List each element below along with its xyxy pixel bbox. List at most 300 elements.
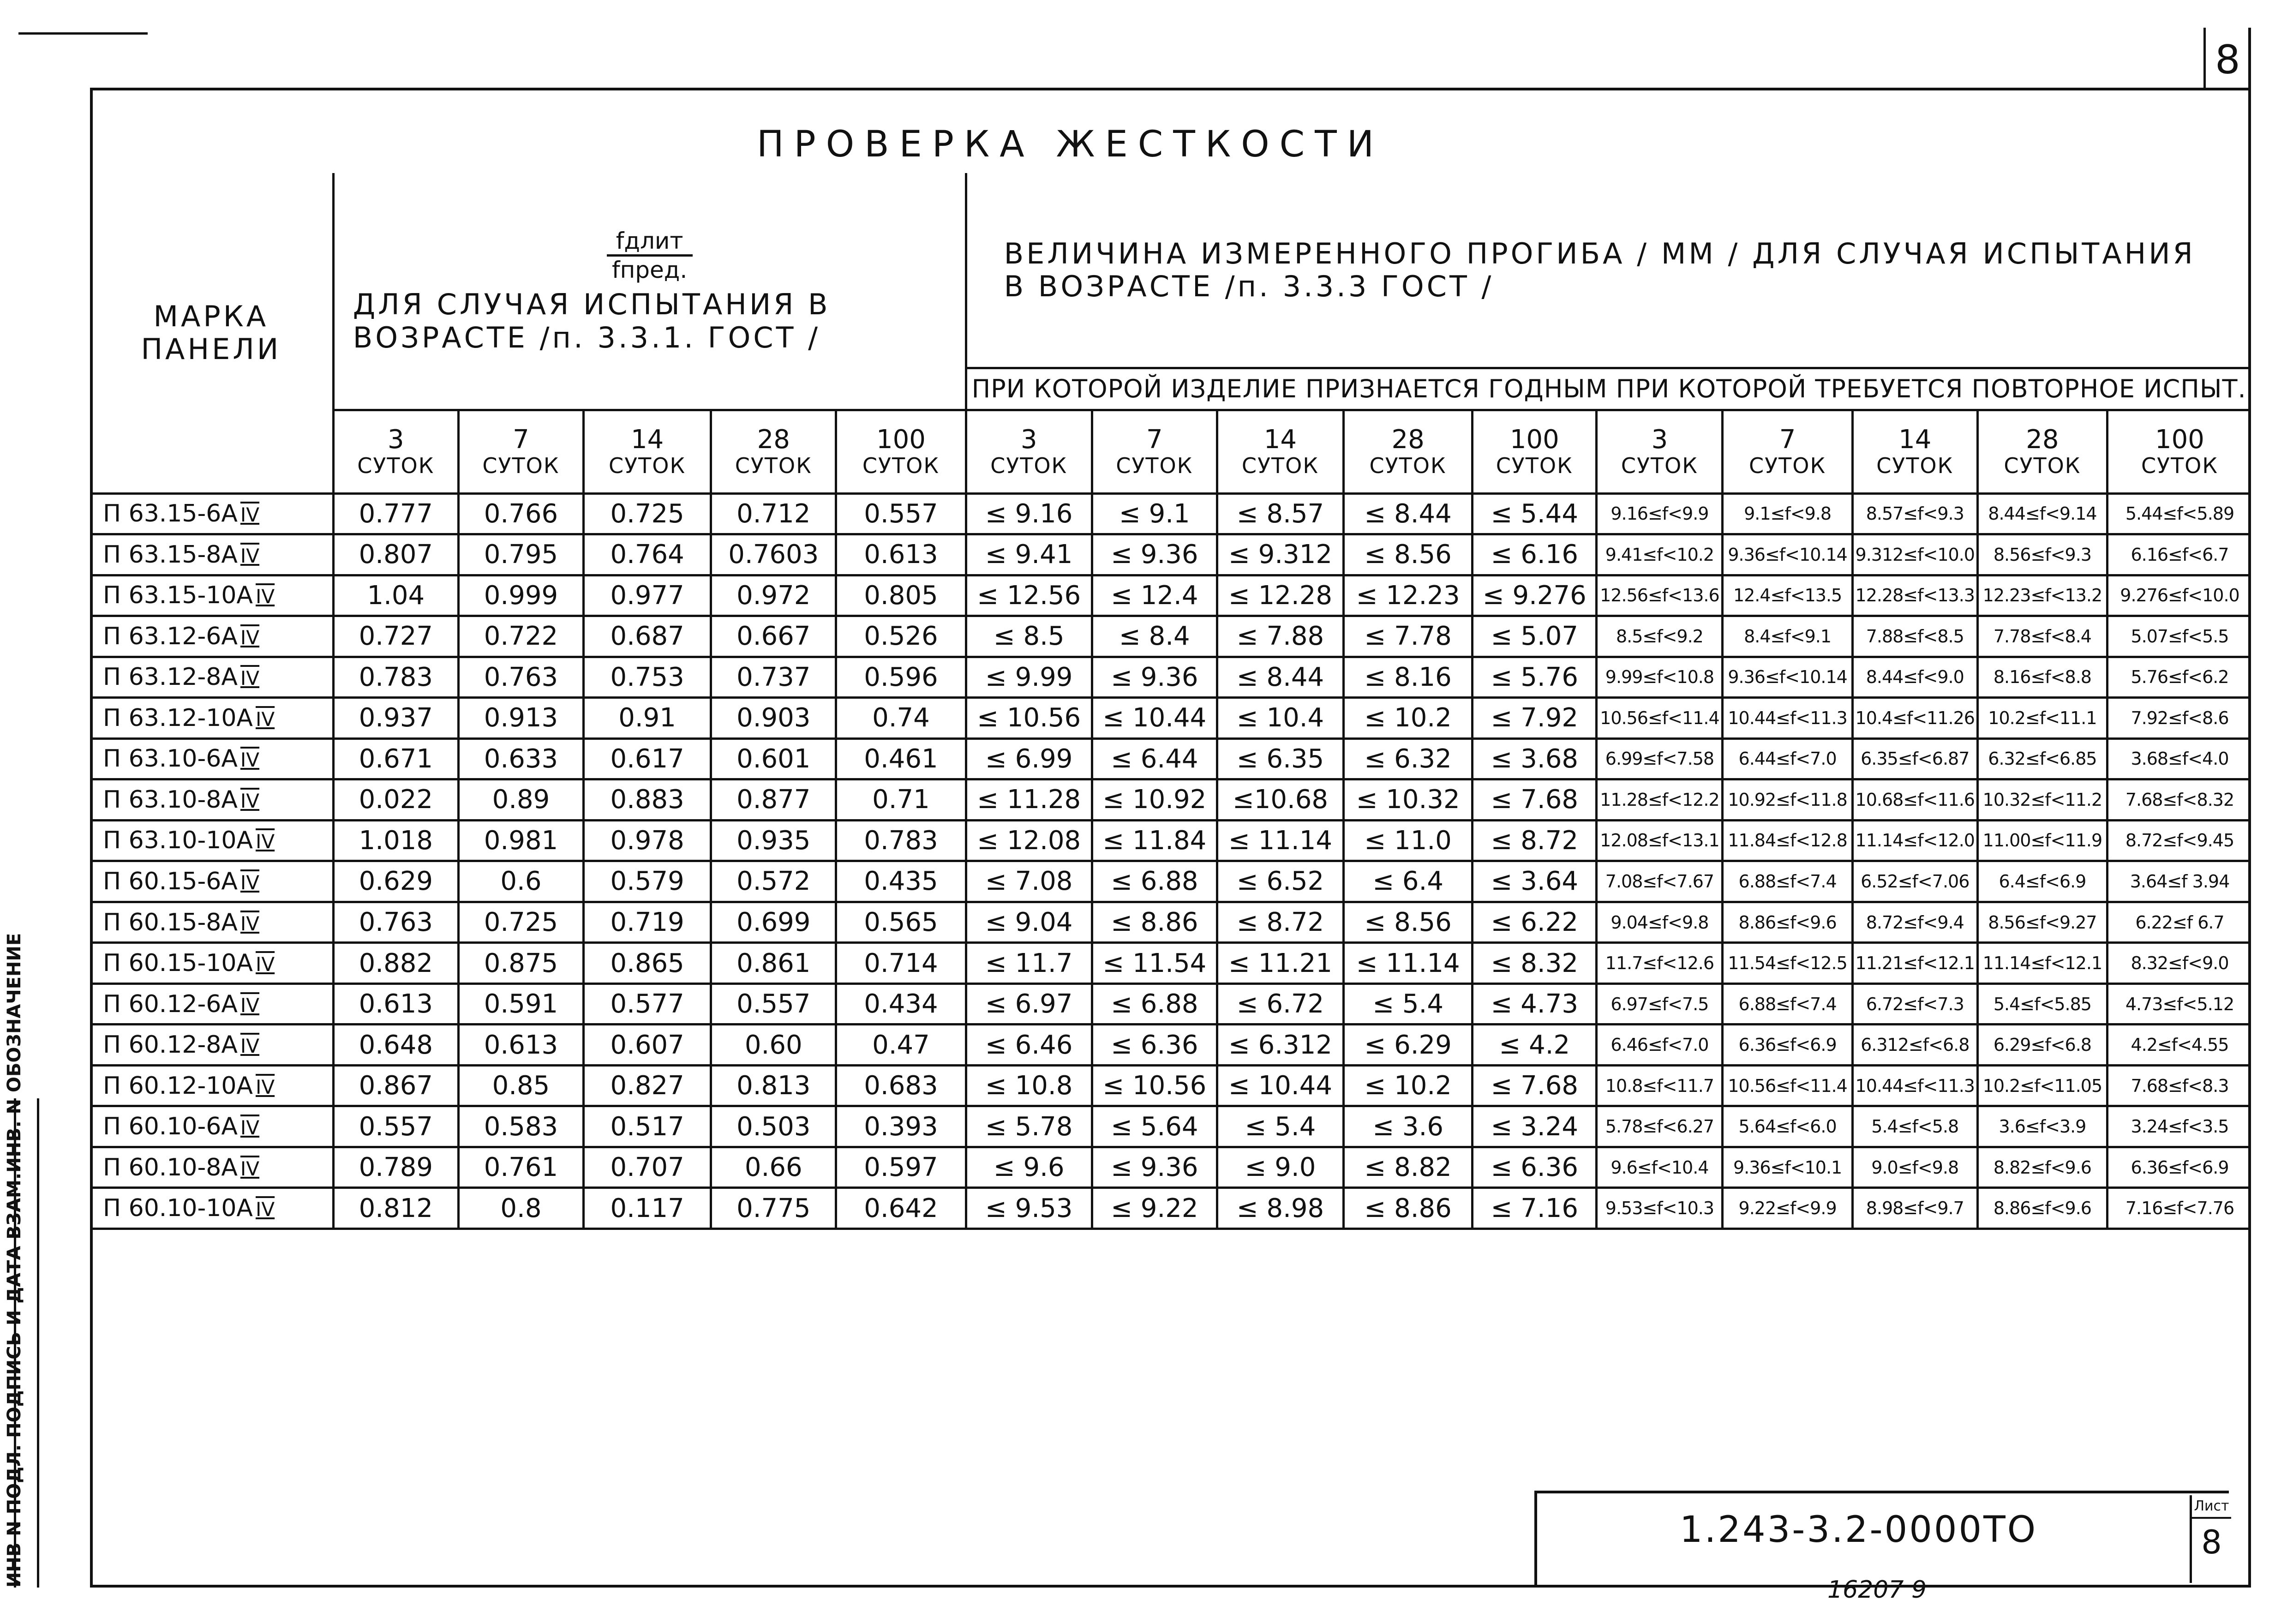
day-number: 3 — [387, 425, 404, 455]
ratio-value-cell — [711, 616, 836, 657]
ratio-value: 0.913 — [484, 703, 558, 733]
retest-range-cell — [1597, 1188, 1723, 1229]
retest-range: 6.32≤f<6.85 — [1988, 749, 2097, 769]
accept-limit: ≤ 6.32 — [1364, 743, 1452, 774]
retest-range-cell — [1723, 820, 1852, 861]
ratio-value-cell — [711, 820, 836, 861]
retest-range: 8.5≤f<9.2 — [1616, 626, 1703, 647]
ratio-value-cell — [584, 616, 711, 657]
retest-range: 9.1≤f<9.8 — [1744, 503, 1832, 524]
accept-limit-cell — [966, 493, 1092, 534]
ratio-value-cell — [458, 493, 583, 534]
accept-limit: ≤ 7.78 — [1364, 621, 1452, 652]
retest-range-cell — [1977, 779, 2107, 821]
ratio-value-cell — [711, 493, 836, 534]
ratio-value: 0.937 — [359, 703, 433, 733]
panel-mark-cell — [90, 943, 333, 984]
ratio-value-cell — [584, 983, 711, 1025]
accept-limit: ≤10.68 — [1232, 785, 1329, 815]
retest-range-cell — [2107, 1106, 2251, 1147]
accept-limit: ≤ 12.4 — [1111, 580, 1198, 611]
retest-range: 6.312≤f<6.8 — [1861, 1035, 1970, 1055]
steel-class: IV — [256, 1198, 275, 1221]
accept-limit: ≤ 10.44 — [1228, 1071, 1332, 1101]
retest-range: 11.00≤f<11.9 — [1982, 830, 2102, 851]
archive-note: 16207 9 — [1827, 1576, 1927, 1604]
day-unit: СУТОК — [357, 453, 435, 479]
retest-range-cell — [2107, 902, 2251, 943]
ratio-value: 0.435 — [864, 866, 938, 897]
ratio-value: 0.783 — [864, 825, 938, 856]
ratio-value: 0.883 — [610, 785, 684, 815]
ratio-value: 0.74 — [872, 703, 930, 733]
ratio-value-cell — [836, 698, 966, 739]
ratio-value: 0.572 — [736, 866, 811, 897]
accept-limit-cell — [1217, 861, 1343, 902]
retest-range-cell — [1852, 575, 1977, 616]
table-row — [90, 1147, 2251, 1188]
ratio-value-cell — [333, 820, 458, 861]
retest-range-cell — [2107, 861, 2251, 902]
steel-class: IV — [240, 789, 260, 812]
accept-limit: ≤ 8.56 — [1364, 539, 1452, 570]
retest-range-cell — [1723, 1065, 1852, 1106]
day-number: 7 — [1146, 425, 1163, 455]
panel-mark: П 60.10-6А — [103, 1113, 238, 1141]
ratio-value-cell — [458, 1188, 583, 1229]
retest-range: 6.29≤f<6.8 — [1993, 1035, 2091, 1055]
ratio-value-cell — [584, 943, 711, 984]
accept-limit-cell — [1344, 616, 1473, 657]
accept-limit-cell — [1217, 698, 1343, 739]
accept-limit-cell — [966, 657, 1092, 698]
ratio-value: 0.7603 — [728, 539, 819, 570]
retest-range-cell — [1977, 1188, 2107, 1229]
ratio-value-cell — [836, 820, 966, 861]
panel-mark: П 60.10-8А — [103, 1153, 238, 1181]
retest-range: 7.92≤f<8.6 — [2131, 707, 2229, 728]
accept-limit: ≤ 6.99 — [985, 743, 1073, 774]
ratio-value-cell — [333, 1106, 458, 1147]
retest-range: 4.2≤f<4.55 — [2131, 1035, 2229, 1055]
accept-limit: ≤ 8.72 — [1491, 825, 1578, 856]
accept-limit-cell — [1217, 534, 1343, 575]
table-body — [90, 493, 2251, 1228]
retest-range: 11.14≤f<12.1 — [1982, 953, 2102, 974]
ratio-value-cell — [333, 902, 458, 943]
retest-range: 10.44≤f<11.3 — [1855, 1075, 1975, 1096]
day-unit: СУТОК — [1241, 453, 1319, 479]
accept-limit: ≤ 5.44 — [1491, 498, 1578, 529]
page-number-box-left — [2203, 28, 2206, 88]
panel-mark-cell — [90, 738, 333, 779]
ratio-value-cell — [711, 698, 836, 739]
ratio-value-cell — [333, 983, 458, 1025]
retest-range: 10.56≤f<11.4 — [1728, 1075, 1847, 1096]
retest-range-cell — [2107, 493, 2251, 534]
accept-limit-cell — [1344, 534, 1473, 575]
accept-limit-cell — [1473, 575, 1597, 616]
ratio-value-cell — [333, 575, 458, 616]
accept-limit: ≤ 6.72 — [1236, 989, 1324, 1019]
ratio-value: 0.903 — [736, 703, 811, 733]
accept-limit-cell — [1092, 616, 1217, 657]
ratio-value: 0.795 — [484, 539, 558, 570]
accept-limit-cell — [1473, 983, 1597, 1025]
day-unit: СУТОК — [862, 453, 940, 479]
panel-mark: П 63.10-10А — [103, 827, 253, 855]
ratio-value: 0.613 — [484, 1030, 558, 1060]
ratio-value: 1.04 — [367, 580, 425, 611]
accept-limit-cell — [1217, 1065, 1343, 1106]
accept-limit: ≤ 10.4 — [1236, 703, 1324, 733]
accept-limit-cell — [1092, 493, 1217, 534]
retest-range-cell — [1597, 820, 1723, 861]
retest-range-cell — [1977, 861, 2107, 902]
retest-range-cell — [1723, 943, 1852, 984]
retest-range: 8.82≤f<9.6 — [1993, 1157, 2091, 1178]
ratio-value-cell — [836, 983, 966, 1025]
retest-range-cell — [2107, 657, 2251, 698]
day-header-ok-1 — [1092, 410, 1217, 493]
accept-limit-cell — [1217, 575, 1343, 616]
retest-range: 10.32≤f<11.2 — [1982, 789, 2102, 810]
accept-limit: ≤ 10.8 — [985, 1071, 1073, 1101]
panel-mark: П 60.10-10А — [103, 1194, 253, 1222]
accept-limit-cell — [1092, 534, 1217, 575]
ratio-value: 0.999 — [484, 580, 558, 611]
accept-limit-cell — [1344, 861, 1473, 902]
panel-mark: П 63.10-8А — [103, 785, 238, 814]
ratio-value: 0.89 — [492, 785, 550, 815]
ratio-value: 0.861 — [736, 948, 811, 978]
retest-range-cell — [2107, 1025, 2251, 1066]
side-stamp-label: ИНВ N ПОДЛ. ПОДПИСЬ И ДАТА ВЗАМ.ИНВ. N ОБОЗНАЧЕНИЕ — [4, 933, 25, 1588]
ratio-value-cell — [711, 738, 836, 779]
ratio-value: 0.91 — [618, 703, 676, 733]
table-row — [90, 738, 2251, 779]
ratio-value-cell — [584, 861, 711, 902]
ratio-value: 0.47 — [872, 1030, 930, 1060]
ratio-value-cell — [584, 738, 711, 779]
ratio-value-cell — [836, 493, 966, 534]
day-unit: СУТОК — [1496, 453, 1573, 479]
ratio-value: 0.789 — [359, 1152, 433, 1183]
accept-limit: ≤ 10.92 — [1102, 785, 1207, 815]
accept-limit-cell — [1217, 820, 1343, 861]
accept-limit: ≤ 8.72 — [1236, 907, 1324, 937]
accept-limit: ≤ 7.68 — [1491, 1071, 1578, 1101]
ratio-value: 0.557 — [864, 498, 938, 529]
ratio-value: 0.393 — [864, 1111, 938, 1142]
ratio-value-cell — [458, 575, 583, 616]
accept-limit-cell — [1217, 943, 1343, 984]
retest-range-cell — [1977, 534, 2107, 575]
ratio-value: 0.761 — [484, 1152, 558, 1183]
ratio-value: 0.022 — [359, 785, 433, 815]
retest-range: 10.44≤f<11.3 — [1728, 707, 1847, 728]
ratio-value-cell — [836, 575, 966, 616]
ratio-value-cell — [836, 657, 966, 698]
accept-limit-cell — [1092, 1025, 1217, 1066]
ratio-value: 0.687 — [610, 621, 684, 652]
retest-range: 11.14≤f<12.0 — [1855, 830, 1975, 851]
accept-limit-cell — [1217, 779, 1343, 821]
ratio-value-cell — [584, 1106, 711, 1147]
accept-limit-cell — [1344, 698, 1473, 739]
retest-range-cell — [1723, 1188, 1852, 1229]
retest-range-cell — [1723, 657, 1852, 698]
ratio-value: 0.565 — [864, 907, 938, 937]
day-header-ok-0 — [966, 410, 1092, 493]
retest-range: 9.22≤f<9.9 — [1738, 1198, 1837, 1219]
ratio-value: 0.725 — [610, 498, 684, 529]
retest-range: 5.78≤f<6.27 — [1605, 1116, 1714, 1137]
accept-limit: ≤ 5.4 — [1245, 1111, 1316, 1142]
table-row — [90, 983, 2251, 1025]
accept-limit-cell — [1344, 902, 1473, 943]
ratio-value-cell — [836, 616, 966, 657]
accept-limit-cell — [1344, 1188, 1473, 1229]
panel-mark-cell — [90, 534, 333, 575]
retest-range-cell — [2107, 779, 2251, 821]
accept-limit: ≤ 9.1 — [1119, 498, 1190, 529]
ratio-value-cell — [711, 575, 836, 616]
ratio-value-cell — [333, 698, 458, 739]
ratio-value-cell — [333, 1065, 458, 1106]
retest-range-cell — [2107, 983, 2251, 1025]
accept-limit: ≤ 8.16 — [1364, 662, 1452, 692]
accept-limit-cell — [1092, 657, 1217, 698]
retest-range-cell — [2107, 534, 2251, 575]
accept-limit: ≤ 12.28 — [1228, 580, 1332, 611]
ratio-value: 0.766 — [484, 498, 558, 529]
ratio-value-cell — [333, 738, 458, 779]
accept-limit: ≤ 9.04 — [985, 907, 1073, 937]
retest-range: 7.68≤f<8.3 — [2131, 1075, 2229, 1096]
accept-limit-cell — [966, 1147, 1092, 1188]
ratio-value: 0.117 — [610, 1193, 684, 1223]
accept-limit: ≤ 8.32 — [1491, 948, 1578, 978]
accept-limit-cell — [966, 1065, 1092, 1106]
retest-range-cell — [1597, 1025, 1723, 1066]
retest-range: 5.4≤f<5.85 — [1993, 994, 2091, 1014]
retest-range-cell — [1723, 1025, 1852, 1066]
ratio-value-cell — [711, 1188, 836, 1229]
accept-limit: ≤ 6.36 — [1491, 1152, 1578, 1183]
retest-range: 12.08≤f<13.1 — [1600, 830, 1719, 851]
ratio-value-cell — [711, 902, 836, 943]
panel-mark-cell — [90, 1025, 333, 1066]
accept-limit-cell — [1092, 698, 1217, 739]
day-number: 28 — [757, 425, 790, 455]
day-number: 14 — [630, 425, 664, 455]
retest-range-cell — [1977, 943, 2107, 984]
retest-range-cell — [1723, 779, 1852, 821]
ratio-value: 0.719 — [610, 907, 684, 937]
retest-range-cell — [1977, 493, 2107, 534]
table-row — [90, 657, 2251, 698]
accept-limit-cell — [1344, 820, 1473, 861]
retest-range-cell — [2107, 616, 2251, 657]
retest-range: 8.4≤f<9.1 — [1744, 626, 1832, 647]
ratio-value-cell — [584, 1065, 711, 1106]
ratio-value: 0.648 — [359, 1030, 433, 1060]
retest-range-cell — [1723, 616, 1852, 657]
retest-range: 6.35≤f<6.87 — [1861, 749, 1970, 769]
retest-range: 3.24≤f<3.5 — [2131, 1116, 2229, 1137]
ratio-value-cell — [333, 943, 458, 984]
ratio-value-cell — [458, 616, 583, 657]
accept-limit: ≤ 11.84 — [1102, 825, 1207, 856]
accept-limit: ≤ 3.68 — [1491, 743, 1578, 774]
retest-range: 10.2≤f<11.05 — [1982, 1075, 2102, 1096]
accept-limit-cell — [1473, 493, 1597, 534]
ratio-value-cell — [584, 1025, 711, 1066]
retest-range-cell — [1977, 1106, 2107, 1147]
accept-limit-cell — [966, 820, 1092, 861]
ratio-value-cell — [584, 820, 711, 861]
retest-range: 5.44≤f<5.89 — [2125, 503, 2234, 524]
ratio-value-cell — [711, 943, 836, 984]
table-row — [90, 1025, 2251, 1066]
day-header-ok-2 — [1217, 410, 1343, 493]
ratio-value-cell — [458, 1106, 583, 1147]
retest-range-cell — [1852, 1106, 1977, 1147]
accept-limit-cell — [1473, 779, 1597, 821]
ratio-value-cell — [711, 1147, 836, 1188]
ratio-value-cell — [458, 779, 583, 821]
accept-limit: ≤ 3.6 — [1372, 1111, 1443, 1142]
accept-limit-cell — [1473, 1147, 1597, 1188]
accept-limit: ≤ 8.86 — [1364, 1193, 1452, 1223]
table-row — [90, 779, 2251, 821]
ratio-value-cell — [333, 861, 458, 902]
ratio-value: 0.596 — [864, 662, 938, 692]
retest-range: 6.99≤f<7.58 — [1605, 749, 1714, 769]
accept-limit: ≤ 6.29 — [1364, 1030, 1452, 1060]
accept-limit-cell — [1092, 1106, 1217, 1147]
table-row — [90, 1065, 2251, 1106]
ratio-value: 0.699 — [736, 907, 811, 937]
accept-limit-cell — [1473, 902, 1597, 943]
panel-mark: П 63.15-8А — [103, 540, 238, 569]
stiffness-table — [90, 173, 2251, 1230]
ratio-value-cell — [711, 983, 836, 1025]
accept-limit: ≤ 6.312 — [1228, 1030, 1332, 1060]
accept-limit-cell — [1092, 943, 1217, 984]
ratio-value-cell — [333, 779, 458, 821]
retest-range-cell — [1723, 861, 1852, 902]
ratio-denominator: fпред. — [612, 257, 688, 284]
sheet-number: 8 — [2201, 1523, 2222, 1561]
ratio-value-cell — [711, 861, 836, 902]
ratio-value: 0.633 — [484, 743, 558, 774]
ratio-value: 0.503 — [736, 1111, 811, 1142]
retest-range-cell — [1852, 493, 1977, 534]
accept-limit-cell — [1217, 902, 1343, 943]
retest-range: 7.88≤f<8.5 — [1866, 626, 1964, 647]
accept-limit-cell — [1473, 534, 1597, 575]
ratio-value: 0.613 — [864, 539, 938, 570]
ratio-value-cell — [711, 534, 836, 575]
day-header-ratio-1 — [458, 410, 583, 493]
day-header-retest-2 — [1852, 410, 1977, 493]
retest-range-cell — [1852, 983, 1977, 1025]
ratio-value-cell — [458, 534, 583, 575]
retest-range-cell — [2107, 575, 2251, 616]
accept-limit-cell — [1217, 1147, 1343, 1188]
accept-limit-cell — [1092, 738, 1217, 779]
accept-limit: ≤ 9.99 — [985, 662, 1073, 692]
ratio-value-cell — [584, 657, 711, 698]
retest-range-cell — [1597, 575, 1723, 616]
ratio-value: 0.597 — [864, 1152, 938, 1183]
accept-limit: ≤ 6.46 — [985, 1030, 1073, 1060]
ratio-value: 0.712 — [736, 498, 811, 529]
day-number: 100 — [2155, 425, 2204, 455]
day-number: 100 — [876, 425, 926, 455]
retest-range-cell — [1723, 1106, 1852, 1147]
table-row — [90, 1106, 2251, 1147]
table-row — [90, 1188, 2251, 1229]
accept-limit: ≤ 7.88 — [1236, 621, 1324, 652]
retest-range: 6.72≤f<7.3 — [1866, 994, 1964, 1014]
ratio-value: 0.935 — [736, 825, 811, 856]
accept-limit: ≤ 3.64 — [1491, 866, 1578, 897]
accept-limit: ≤ 6.36 — [1111, 1030, 1198, 1060]
panel-mark-cell — [90, 616, 333, 657]
accept-limit: ≤ 6.88 — [1111, 866, 1198, 897]
retest-range-cell — [1723, 575, 1852, 616]
ratio-value-cell — [333, 1025, 458, 1066]
accept-limit: ≤ 9.0 — [1245, 1152, 1316, 1183]
ratio-value-cell — [836, 943, 966, 984]
panel-mark-cell — [90, 861, 333, 902]
retest-range-cell — [1852, 616, 1977, 657]
ratio-value: 0.583 — [484, 1111, 558, 1142]
retest-range: 10.92≤f<11.8 — [1728, 789, 1847, 810]
table-row — [90, 902, 2251, 943]
ratio-value: 0.763 — [484, 662, 558, 692]
accept-limit: ≤ 5.64 — [1111, 1111, 1198, 1142]
accept-limit-cell — [1092, 820, 1217, 861]
day-unit: СУТОК — [1749, 453, 1826, 479]
steel-class: IV — [256, 953, 275, 976]
accept-limit: ≤ 12.23 — [1356, 580, 1460, 611]
retest-range-cell — [2107, 1147, 2251, 1188]
retest-range: 8.57≤f<9.3 — [1866, 503, 1964, 524]
accept-limit: ≤ 6.16 — [1491, 539, 1578, 570]
steel-class: IV — [240, 1116, 260, 1139]
accept-limit-cell — [1344, 1025, 1473, 1066]
accept-limit-cell — [966, 534, 1092, 575]
accept-limit: ≤ 9.6 — [993, 1152, 1065, 1183]
retest-range-cell — [1977, 1025, 2107, 1066]
day-header-row — [90, 410, 2251, 493]
retest-range: 6.22≤f 6.7 — [2135, 912, 2224, 933]
ratio-value-cell — [836, 861, 966, 902]
accept-limit: ≤ 8.5 — [993, 621, 1065, 652]
accept-limit-cell — [1092, 575, 1217, 616]
retest-range-cell — [2107, 1188, 2251, 1229]
retest-range: 11.21≤f<12.1 — [1855, 953, 1975, 974]
accept-limit: ≤ 8.82 — [1364, 1152, 1452, 1183]
retest-range: 3.6≤f<3.9 — [1999, 1116, 2086, 1137]
ratio-value: 0.71 — [872, 785, 930, 815]
retest-range: 12.56≤f<13.6 — [1600, 585, 1719, 606]
accept-limit: ≤ 6.52 — [1236, 866, 1324, 897]
